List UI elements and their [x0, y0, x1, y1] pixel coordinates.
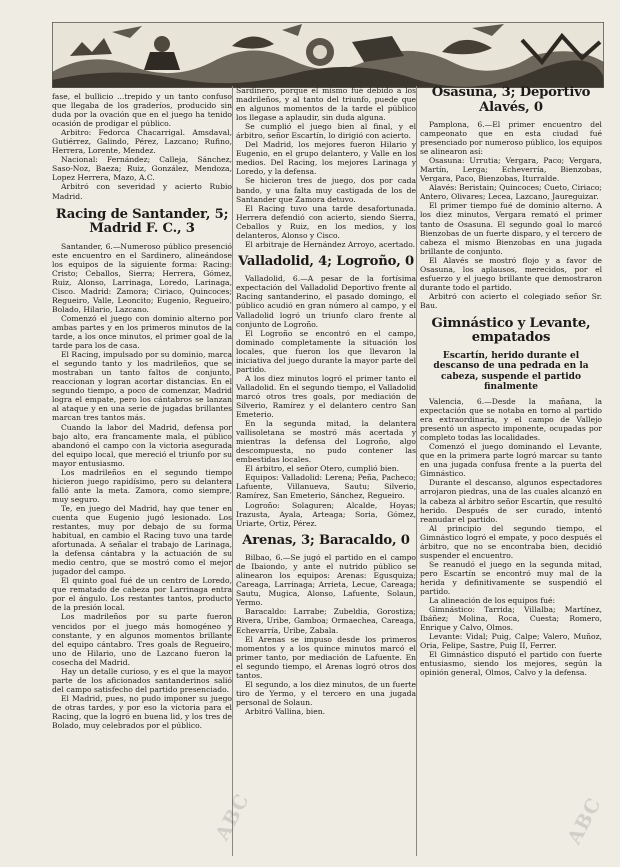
article-subheading: Escartín, herido durante el descanso de una pedrada en la cabeza, suspende el partido finalmente — [433, 350, 589, 393]
paragraph: Nacional: Fernández; Calleja, Sánchez, Saso-Noz, Baeza; Ruiz, González, Mendoza, Lopez Herrera, Mazo, A.C. — [52, 155, 232, 183]
column-divider — [232, 86, 233, 856]
paragraph: Valladolid, 6.—A pesar de la fortísima expectación del Valladolid Deportivo frente al Racing santanderino, el pasado domingo, el público acudió en gran número al campo, y el Valladolid logró un triunfo claro frente al conjunto de Logroño. — [236, 274, 416, 329]
paragraph: El Racing tuvo una tarde desafortunada. Herrera defendió con acierto, siendo Sierra, Ceballos y Ruiz, en los medios, y los delanteros, Alonso y Cisco. — [236, 203, 416, 240]
paragraph: El quinto goal fué de un centro de Loredo, que rematado de cabeza por Larrinaga entra por el ángulo. Los restantes tantos, producto de la presión local. — [52, 576, 232, 613]
paragraph: Arbitró con acierto el colegiado señor Sr. Bau. — [420, 291, 602, 310]
paragraph: A los diez minutos logró el primer tanto el Valladolid. En el segundo tiempo, el Valladolid marcó otros tres goals, por mediación de Silverio, Ramírez y el delantero centro San Emeterio. — [236, 373, 416, 420]
paragraph: Bilbao, 6.—Se jugó el partido en el campo de Ibaiondo, y ante el nutrido público se alinearon los equipos: Arenas: Egusquiza; Careaga, Larrinaga; Arrieta, Lecue, Careaga; Sautu, Mugica, Alonso, Lafuente, Solaun, Yermo. — [236, 553, 416, 608]
paragraph: Baracaldo: Larrabe; Zubeldia, Gorostiza; Rivera, Uribe, Gamboa; Ormaechea, Careaga, Echevarría, Uribe, Zabala. — [236, 607, 416, 635]
abc-watermark: ABC — [563, 794, 606, 848]
paragraph: El Alavés se mostró flojo y a favor de Osasuna, los aplausos, merecidos, por el esfuerzo y el juego brillante que demostraron durante todo el partido. — [420, 255, 602, 292]
paragraph: El árbitro, el señor Otero, cumplió bien. — [245, 464, 400, 474]
paragraph: El Racing, impulsado por su dominio, marca el segundo tanto y los madrileños, que se mostraban un tanto faltos de conjunto, reaccionan y logran acortar distancias. En el segundo tiempo, a poco de comenzar, Madrid logra el empate, pero los cántabros se lanzan al ataque y en una serie de jugadas brillantes marcan tres tantos más. — [52, 350, 232, 423]
paragraph: Logroño: Solaguren; Alcalde, Hoyas; Irazusta, Ayala, Arteaga; Soria, Gómez, Uriarte, Ortiz, Pérez. — [236, 500, 416, 528]
paragraph: En la segunda mitad, la delantera vallisoletana se mostró más acertada y mientras la defensa del Logroño, algo descompuesta, no pudo contener las embestidas locales. — [236, 419, 416, 465]
paragraph: Arbitro: Fedorca Chacarrigal. Amsdaval, Gutiérrez, Galindo, Pérez, Lazcano; Rufino, Herrera, Lorente, Mendez. — [52, 128, 232, 156]
abc-watermark: ABC — [211, 790, 254, 844]
paragraph: Te, en juego del Madrid, hay que tener en cuenta que Eugenio jugó lesionado. Los restantes, muy por debajo de su forma habitual, en cambio el Racing tuvo una tarde afortunada. A señalar el trabajo de Larinaga, la defensa cántabra y la actuación de su medio centro, que se mostró como el mejor jugador del campo. — [52, 503, 232, 577]
paragraph: Los madrileños por su parte fueron vencidos por el juego más homogéneo y constante, y en algunos momentos brillante del equipo cántabro. Tres goals de Regueiro, uno de Hilario, uno de Lazcano fueron la cosecha del Madrid. — [52, 612, 232, 667]
paragraph: Sardinero, porque el mismo fué debido a los madrileños, y al tanto del triunfo, puede que en algunos momentos de la tarde el público los llegase a aplaudir, sin duda alguna. — [236, 86, 416, 123]
paragraph: Gimnástico: Tarrida; Villalba; Martínez, Ibáñez; Molina, Roca, Cuesta; Romero, Enrique y Calvo, Olmos. — [420, 605, 602, 633]
paragraph: Los madrileños en el segundo tiempo hicieron juego rapidísimo, pero su delantera falló ante la meta. Zamora, como siempre, muy seguro. — [52, 467, 232, 504]
article-heading: Osasuna, 3; Deportivo Alavés, 0 — [431, 86, 591, 115]
paragraph: El Logroño se encontró en el campo, dominado completamente la situación los locales, que fueron los que llevaron la iniciativa del juego durante la mayor parte del partido. — [236, 328, 416, 374]
column-left — [52, 92, 232, 862]
paragraph: El segundo, a los diez minutos, de un fuerte tiro de Yermo, y el tercero en una jugada personal de Solaun. — [236, 679, 416, 707]
paragraph: fase, el bullicio ...trepido y un tanto confuso que llegaba de los graderíos, producido sin duda por la ovación que en el juego ha tenido ocasión de prodigar el público. — [52, 92, 232, 129]
paragraph: Comenzó el juego dominando el Levante, que en la primera parte logró marcar su tanto en una jugada confusa frente a la puerta del Gimnástico. — [420, 442, 602, 479]
paragraph: La alineación de los equipos fué: — [429, 596, 556, 606]
paragraph: Levante: Vidal; Puig, Calpe; Valero, Muñoz, Oria, Felipe, Sastre, Puig II, Ferrer. — [420, 632, 602, 651]
paragraph: El arbitraje de Hernández Arroyo, acertado. — [245, 239, 416, 249]
paragraph: Equipos: Valladolid: Lerena; Peña, Pacheco; Lafuente, Villanueva, Sautu; Silverio, Ramírez, San Emeterio, Sánchez, Regueiro. — [236, 473, 416, 501]
paragraph: Comenzó el juego con dominio alterno por ambas partes y en los primeros minutos de la tarde, a los once minutos, el primer goal de la tarde para los de casa. — [52, 313, 232, 351]
paragraph: Arbitró con severidad y acierto Rubio Madrid. — [52, 182, 232, 201]
paragraph: Valencia, 6.—Desde la mañana, la expectación que se notaba en torno al partido era extraordinaria, y el campo de Vallejo presentó un aspecto imponente, ocupadas por completo todas las localidades. — [420, 396, 602, 443]
article-heading: Racing de Santander, 5; Madrid F. C., 3 — [55, 206, 229, 237]
paragraph: El Arenas se impuso desde los primeros momentos y a los quince minutos marcó el primer tanto, por mediación de Lafuente. En el segundo tiempo, el Arenas logró otros dos tantos. — [236, 634, 416, 680]
article-heading: Valladolid, 4; Logroño, 0 — [238, 253, 414, 269]
sports-banner-illustration — [52, 22, 604, 88]
article-heading: Gimnástico y Levante, empatados — [431, 315, 591, 346]
paragraph: Cuando la labor del Madrid, defensa por bajo alto, era francamente mala, el público abandonó el campo con la victoria asegurada del equipo local, que mereció el triunfo por su mayor entusiasmo. — [52, 422, 232, 468]
column-right — [420, 86, 602, 862]
paragraph: Alavés: Beristain; Quincoces; Cueto, Ciriaco; Antero, Olivares; Lecea, Lazcano, Jaureguizar. — [420, 183, 602, 202]
paragraph: Se hicieron tres de juego, dos por cada bando, y una falta muy castigada de los de Santander que Zamora detuvo. — [236, 176, 416, 204]
paragraph: El primer tiempo fué de dominio alterno. A los diez minutos, Vergara remató el primer tanto de Osasuna. El segundo goal lo marcó Bienzobas de un fuerte disparo, y el tercero de cabeza el mismo Bienzobas en una jugada brillante de conjunto. — [420, 201, 602, 256]
paragraph: Pamplona, 6.—El primer encuentro del campeonato que en esta ciudad fué presenciado por numeroso público, los equipos se alinearon así: — [420, 120, 602, 157]
paragraph: El Gimnástico disputó el partido con fuerte entusiasmo, siendo los mejores, según la opinión general, Olmos, Calvo y la defensa. — [420, 650, 602, 678]
paragraph: Del Madrid, los mejores fueron Hilario y Eugenio, en el grupo delantero, y Valle en los medios. Del Racing, los mejores Larinaga y Loredo, y la defensa. — [236, 140, 416, 177]
paragraph: Se reanudó el juego en la segunda mitad, pero Escartín se encontró muy mal de la herida y definitivamente se suspendió el partido. — [420, 559, 602, 596]
paragraph: Al principio del segundo tiempo, el Gimnástico logró el empate, y poco después el árbitro, que no se encontraba bien, decidió suspender el encuentro. — [420, 523, 602, 560]
article-heading: Arenas, 3; Baracaldo, 0 — [242, 532, 410, 548]
paragraph: Durante el descanso, algunos espectadores arrojaron piedras, una de las cuales alcanzó en la cabeza al árbitro señor Escartín, que resultó herido. Después de ser curado, intentó reanudar el partido. — [420, 478, 602, 524]
paragraph: El Madrid, pues, no pudo imponer su juego de otras tardes, y por eso la victoria para el Racing, que la logró en buena lid, y los tres de Bolado, muy celebrados por el público. — [52, 693, 232, 731]
column-middle — [236, 86, 416, 862]
paragraph: Santander, 6.—Numeroso público presenció este encuentro en el Sardinero, alineándose los equipos de la siguiente forma: Racing: Cristo; Ceballos, Sierra; Herrera, Gómez, Ruiz, Alonso, Larrinaga, Loredo, Larinaga, Cisco. Madrid: Zamora; Ciriaco, Quincoces; Regueiro, Valle, Leoncito; Eugenio, Regueiro, Bolado, Hilario, Lazcano. — [52, 241, 232, 314]
paragraph: Osasuna: Urrutia; Vergara, Paco; Vergara, Martín, Lerga; Echeverría, Bienzobas, Vergara, Paco, Bienzobas, Iturralde. — [420, 156, 602, 184]
column-divider — [416, 86, 417, 856]
paragraph: Se cumplió el juego bien al final, y el árbitro, señor Escartín, lo dirigió con acierto. — [236, 122, 416, 141]
paragraph: Arbitró Vallina, bien. — [245, 706, 326, 716]
paragraph: Hay un detalle curioso, y es el que la mayor parte de los aficionados santanderinos salió del campo satisfecho del partido presenciado. — [52, 666, 232, 694]
